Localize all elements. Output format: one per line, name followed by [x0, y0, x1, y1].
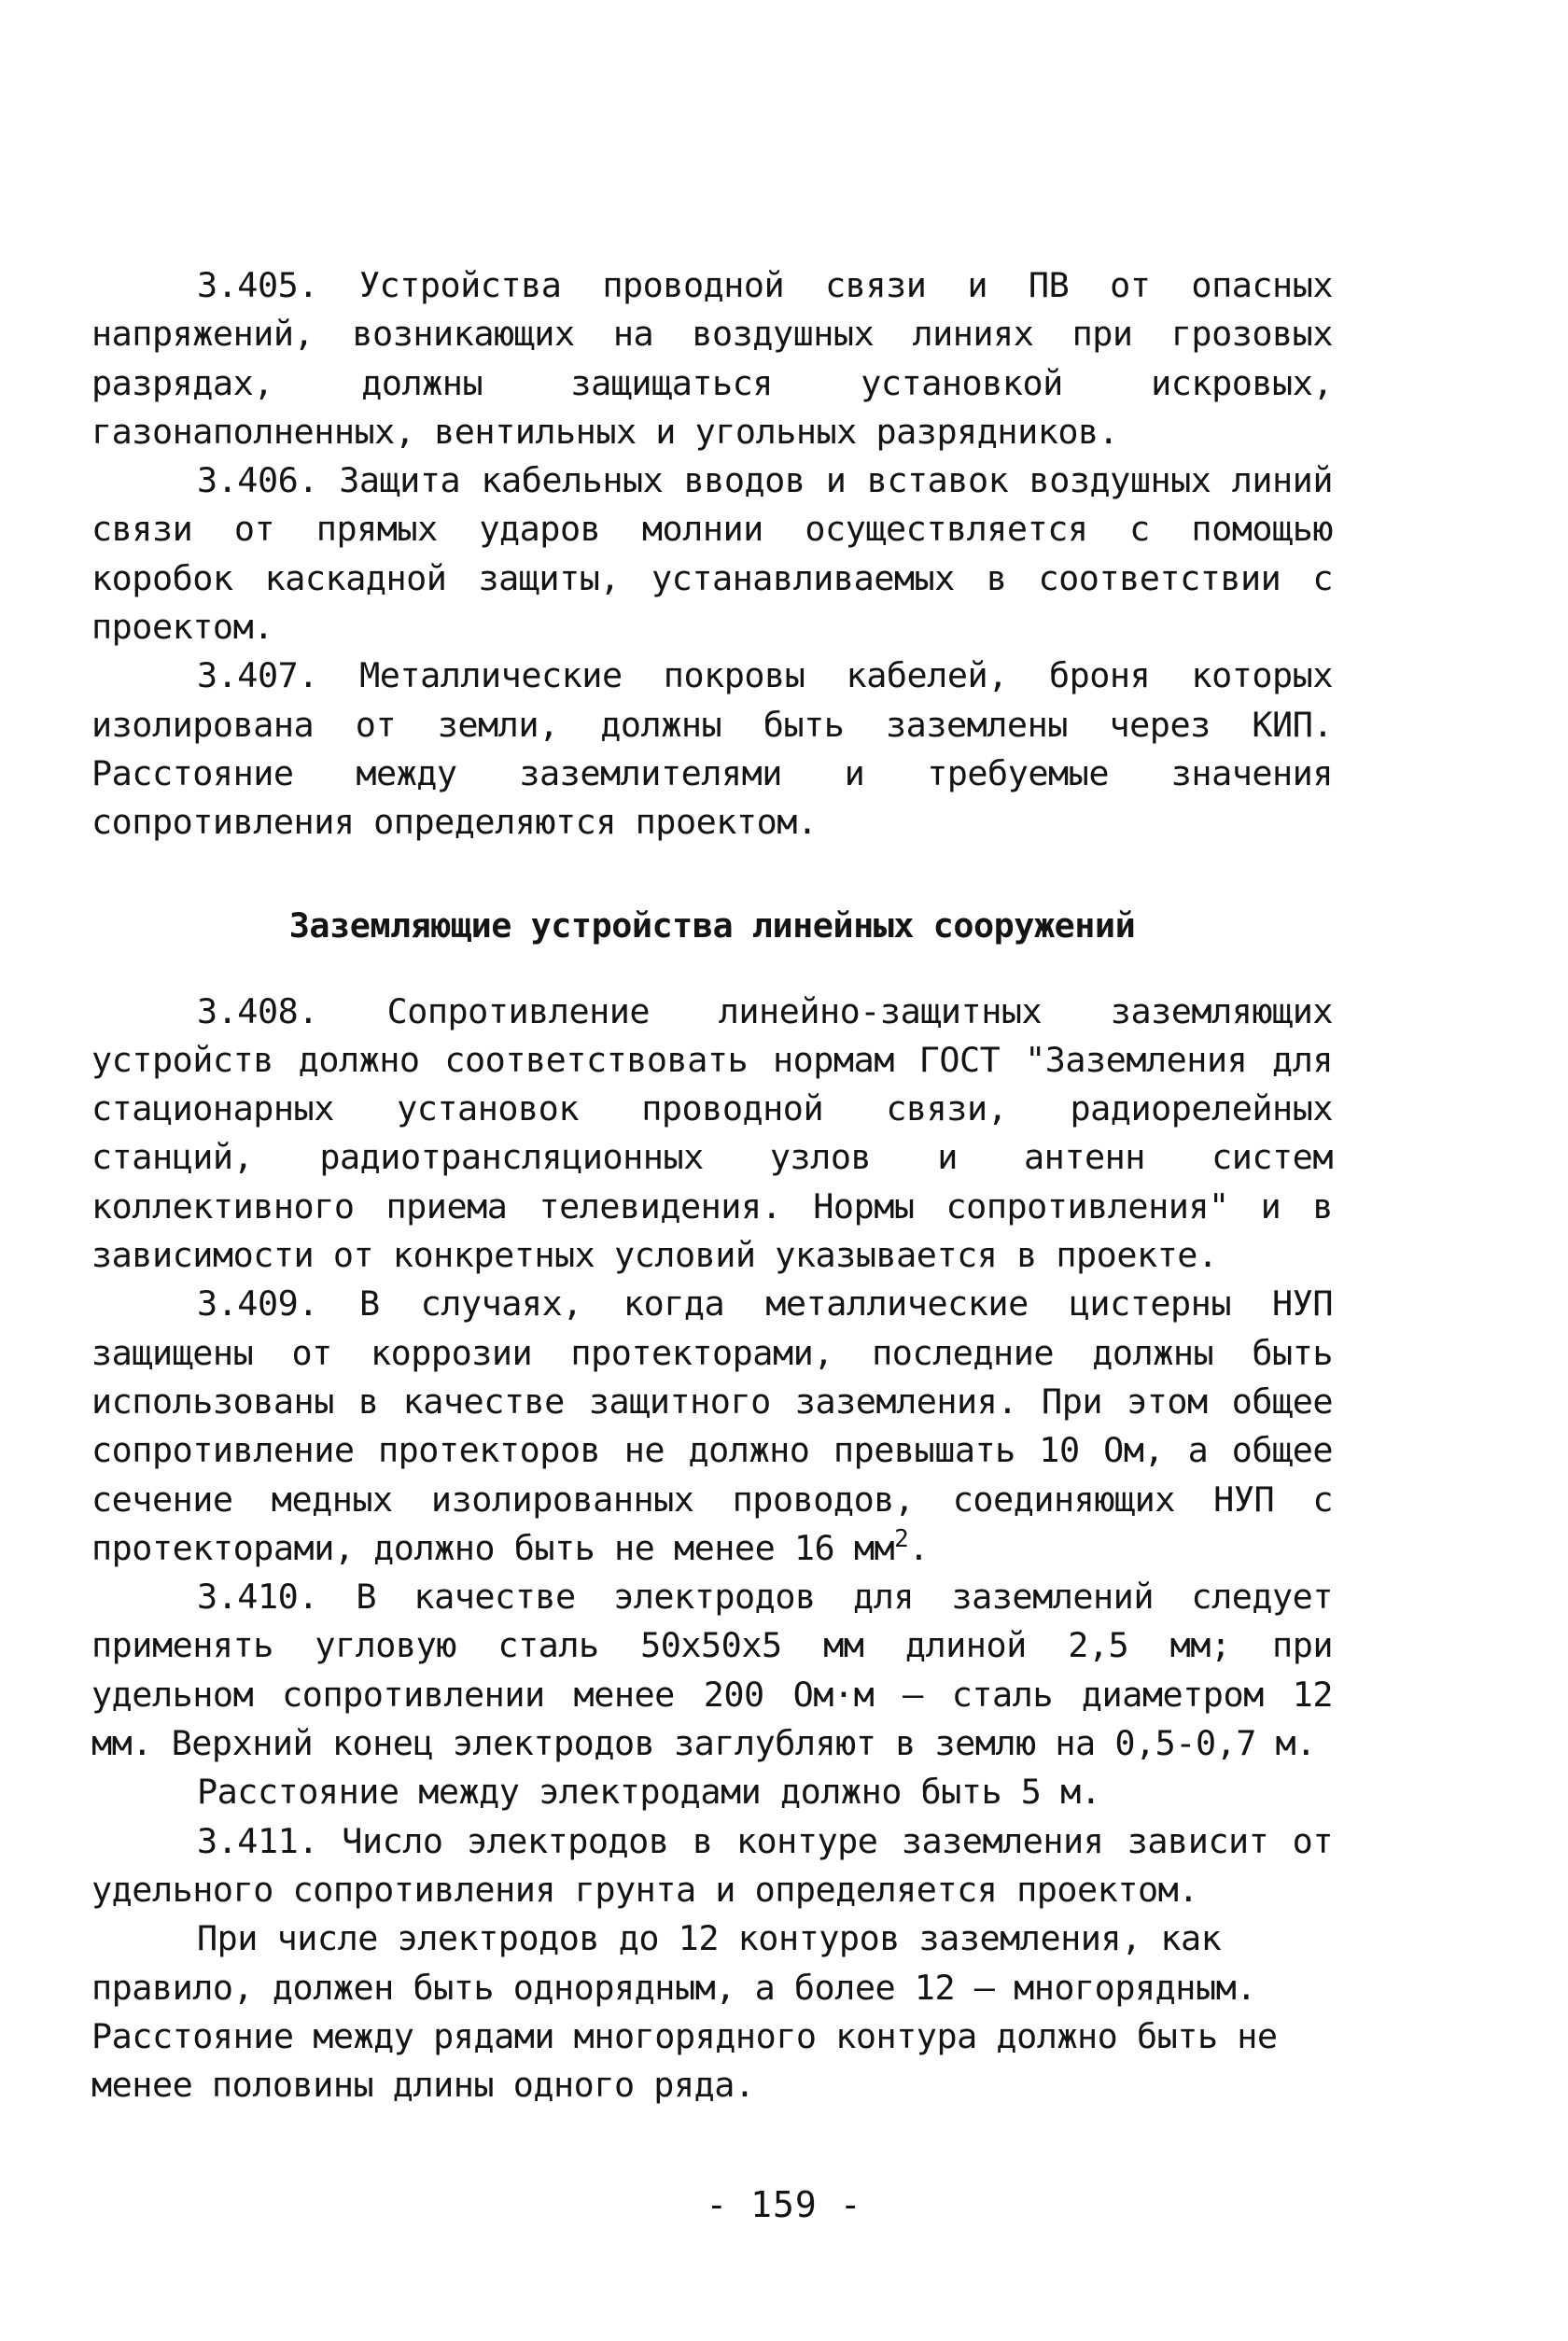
- section-heading: Заземляющие устройства линейных сооружений: [288, 904, 1136, 946]
- paragraph-3-409: [91, 1280, 1333, 1573]
- paragraph-3-406: 3.406. Защита кабельных вводов и вставок воздушных линий связи от прямых ударов молнии осуществляется с помощью коробок каскадной защиты, устанавливаемых в соответствии с проектом.: [91, 460, 1333, 648]
- page-body: [91, 261, 1333, 2110]
- page-number: - 159 -: [706, 2184, 862, 2225]
- paragraph-3-407: 3.407. Металлические покровы кабелей, броня которых изолирована от земли, должны быть заземлены через КИП. Расстояние между заземлителями и требуемые значения сопротивления определяются проектом.: [91, 655, 1333, 843]
- paragraph-3-405: 3.405. Устройства проводной связи и ПВ от опасных напряжений, возникающих на воздушных линиях при грозовых разрядах, должны защищаться установкой искровых, газонаполненных, вентильных и угольных разрядников.: [91, 265, 1333, 452]
- paragraph-3-409-end: .: [908, 1527, 929, 1568]
- paragraph-3-411: 3.411. Число электродов в контуре заземления зависит от удельного сопротивления грунта и определяется проектом.: [91, 1820, 1333, 1910]
- square-superscript: 2: [894, 1524, 909, 1553]
- paragraph-contour-rows: При числе электродов до 12 контуров заземления, как правило, должен быть однорядным, а более 12 – многорядным. Расстояние между рядами многорядного контура должно быть не менее половины длины одного ряда.: [91, 1918, 1278, 2106]
- paragraph-3-410: 3.410. В качестве электродов для заземлений следует применять угловую сталь 50х50х5 мм длиной 2,5 мм; при удельном сопротивлении менее 200 Ом·м – сталь диаметром 12 мм. Верхний конец электродов заглубляют в землю на 0,5-0,7 м.: [91, 1577, 1333, 1764]
- paragraph-3-408: 3.408. Сопротивление линейно-защитных заземляющих устройств должно соответствовать нормам ГОСТ "Заземления для стационарных установок проводной связи, радиорелейных станций, радиотрансляционных узлов и антенн систем коллективного приема телевидения. Нормы сопротивления" и в зависимости от конкретных условий указывается в проекте.: [91, 990, 1333, 1276]
- paragraph-3-409-text: 3.409. В случаях, когда металлические цистерны НУП защищены от коррозии протекторами, последние должны быть использованы в качестве защитного заземления. При этом общее сопротивление протекторов не должно превышать 10 Ом, а общее сечение медных изолированных проводов, соединяющих НУП с протекторами, должно быть не менее 16 мм: [91, 1283, 1333, 1568]
- paragraph-electrode-distance: Расстояние между электродами должно быть 5 м.: [197, 1772, 1101, 1813]
